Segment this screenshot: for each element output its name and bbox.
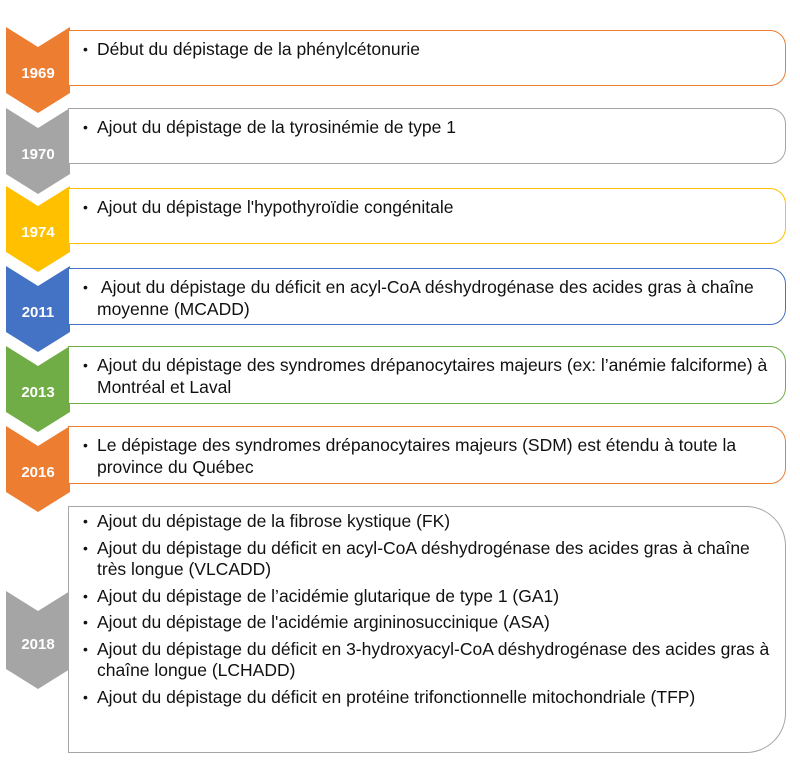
year-label: 2013 xyxy=(21,384,55,401)
bullet-icon: • xyxy=(83,587,88,604)
event-box xyxy=(68,108,786,164)
event-item: • Début du dépistage de la phénylcétonurie xyxy=(83,39,421,59)
year-label: 1970 xyxy=(21,146,55,163)
bullet-icon: • xyxy=(83,640,88,657)
bullet-icon: • xyxy=(83,513,88,529)
event-item: • Ajout du dépistage de l'acidémie argininosuccinique (ASA) xyxy=(83,612,550,632)
bullet-icon: • xyxy=(83,539,88,556)
event-item: • Le dépistage des syndromes drépanocytaires majeurs (SDM) est étendu à toute la province du Québec xyxy=(83,435,737,477)
event-box xyxy=(68,346,786,404)
event-item: • Ajout du dépistage du déficit en 3-hydroxyacyl-CoA déshydrogénase des acides gras à chaîne longue (LCHADD) xyxy=(83,638,770,680)
bullet-icon: • xyxy=(83,614,88,630)
bullet-icon: • xyxy=(83,41,88,57)
chevron-shape xyxy=(6,591,70,689)
event-item: • Ajout du dépistage l'hypothyroïdie congénitale xyxy=(83,197,454,217)
event-item: • Ajout du dépistage de l’acidémie glutarique de type 1 (GA1) xyxy=(83,585,560,606)
chevron-shape xyxy=(6,27,70,113)
event-item: • Ajout du dépistage des syndromes drépanocytaires majeurs (ex: l’anémie falciforme) à Montréal et Laval xyxy=(83,355,768,397)
event-item: • Ajout du dépistage du déficit en acyl-CoA déshydrogénase des acides gras à chaîne très longue (VLCADD) xyxy=(83,537,750,579)
event-item: • Ajout du dépistage du déficit en acyl-CoA déshydrogénase des acides gras à chaîne moyenne (MCADD) xyxy=(83,277,754,319)
event-box xyxy=(68,426,786,484)
event-item: • Ajout du dépistage de la tyrosinémie de type 1 xyxy=(83,117,456,137)
year-label: 2018 xyxy=(21,636,55,653)
year-label: 2016 xyxy=(21,464,55,481)
bullet-icon: • xyxy=(83,279,88,295)
event-box xyxy=(68,30,786,86)
year-label: 1969 xyxy=(21,65,55,82)
chevron-shape xyxy=(6,108,70,194)
year-label: 1974 xyxy=(21,224,55,241)
chevron-shape xyxy=(6,186,70,272)
chevron-shape xyxy=(6,346,70,432)
chevron-shape xyxy=(6,266,70,352)
bullet-icon: • xyxy=(83,119,88,135)
chevron-shape xyxy=(6,426,70,512)
bullet-icon: • xyxy=(83,437,88,453)
event-box xyxy=(68,188,786,244)
event-item: • Ajout du dépistage de la fibrose kystique (FK) xyxy=(83,511,451,531)
event-item: • Ajout du dépistage du déficit en protéine trifonctionnelle mitochondriale (TFP) xyxy=(83,686,696,707)
year-label: 2011 xyxy=(21,304,55,321)
event-box xyxy=(68,268,786,325)
bullet-icon: • xyxy=(83,688,88,705)
bullet-icon: • xyxy=(83,199,88,215)
bullet-icon: • xyxy=(83,357,88,373)
event-box xyxy=(68,506,786,753)
